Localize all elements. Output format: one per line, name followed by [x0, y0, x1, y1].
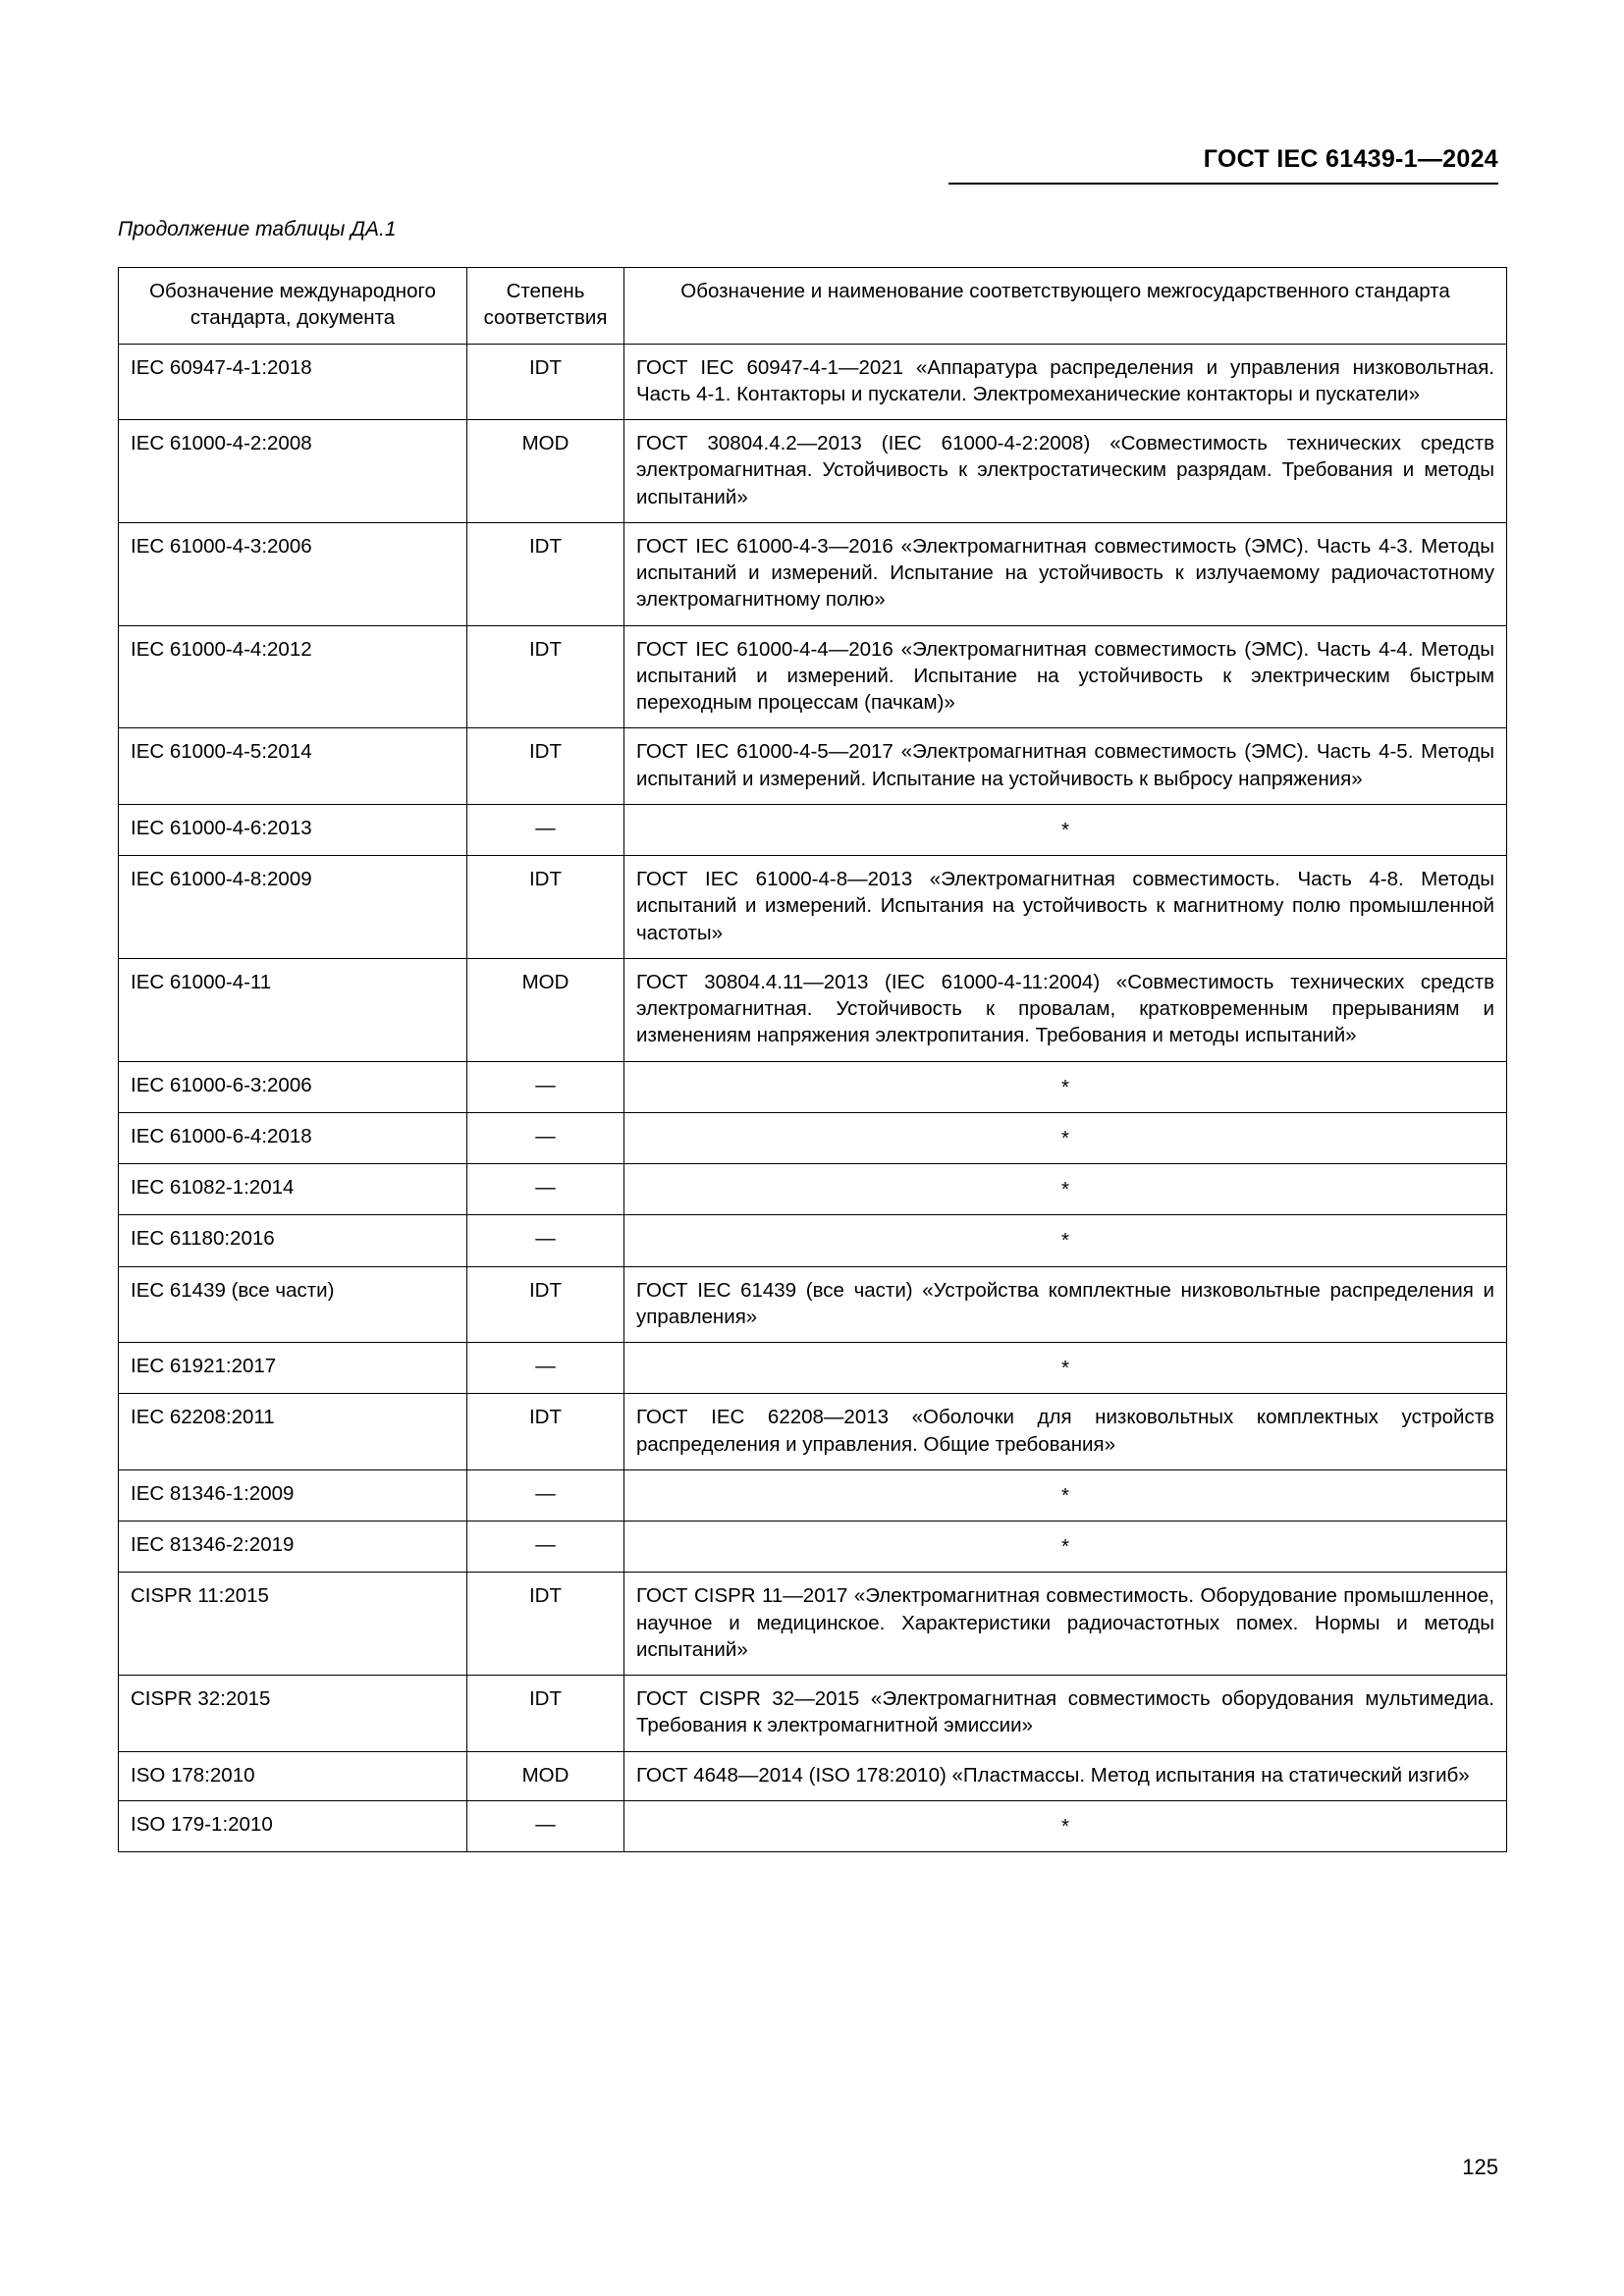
- cell-national: ГОСТ IEC 61000-4-3—2016 «Электромагнитная совместимость (ЭМС). Часть 4-3. Методы испытаний и измерений. Испытание на устойчивость к излучаемому радиочастотному электромагнитному полю»: [624, 522, 1507, 625]
- table-row: [119, 1164, 1507, 1215]
- cell-conformity: MOD: [467, 420, 624, 523]
- cell-standard: ISO 178:2010: [119, 1751, 467, 1800]
- cell-national: *: [624, 804, 1507, 855]
- cell-conformity: IDT: [467, 728, 624, 805]
- cell-conformity: —: [467, 1522, 624, 1573]
- cell-national: ГОСТ IEC 61000-4-4—2016 «Электромагнитная совместимость (ЭМС). Часть 4-4. Методы испытаний и измерений. Испытание на устойчивость к электрическим быстрым переходным процессам (пачкам)»: [624, 625, 1507, 728]
- cell-standard: IEC 61000-4-3:2006: [119, 522, 467, 625]
- page-header-standard: ГОСТ IEC 61439-1—2024: [1203, 145, 1498, 173]
- cell-standard: IEC 61000-4-4:2012: [119, 625, 467, 728]
- column-header-national: Обозначение и наименование соответствующего межгосударственного стандарта: [624, 268, 1507, 345]
- cell-conformity: —: [467, 804, 624, 855]
- table-row: [119, 856, 1507, 959]
- cell-national: *: [624, 1343, 1507, 1394]
- table-row: [119, 1573, 1507, 1676]
- cell-national: ГОСТ CISPR 32—2015 «Электромагнитная совместимость оборудования мультимедиа. Требования к электромагнитной эмиссии»: [624, 1676, 1507, 1752]
- table-caption: Продолжение таблицы ДА.1: [118, 218, 397, 240]
- table-row: [119, 1266, 1507, 1343]
- column-header-conformity: Степень соответствия: [467, 268, 624, 345]
- table-row: [119, 1343, 1507, 1394]
- cell-conformity: —: [467, 1061, 624, 1112]
- cell-conformity: MOD: [467, 958, 624, 1061]
- cell-conformity: MOD: [467, 1751, 624, 1800]
- cell-national: ГОСТ CISPR 11—2017 «Электромагнитная совместимость. Оборудование промышленное, научное и медицинское. Характеристики радиочастотных помех. Нормы и методы испытаний»: [624, 1573, 1507, 1676]
- cell-standard: IEC 81346-1:2009: [119, 1469, 467, 1521]
- cell-standard: IEC 61000-4-11: [119, 958, 467, 1061]
- cell-conformity: —: [467, 1343, 624, 1394]
- cell-standard: IEC 61082-1:2014: [119, 1164, 467, 1215]
- cell-conformity: IDT: [467, 344, 624, 420]
- cell-conformity: —: [467, 1112, 624, 1163]
- cell-conformity: IDT: [467, 1573, 624, 1676]
- table-row: [119, 1061, 1507, 1112]
- cell-national: ГОСТ 30804.4.2—2013 (IEC 61000-4-2:2008) «Совместимость технических средств электромагнитная. Устойчивость к электростатическим разрядам. Требования и методы испытаний»: [624, 420, 1507, 523]
- cell-conformity: —: [467, 1469, 624, 1521]
- cell-national: *: [624, 1469, 1507, 1521]
- table-header-row: [119, 268, 1507, 345]
- cell-standard: IEC 61000-4-5:2014: [119, 728, 467, 805]
- cell-conformity: —: [467, 1800, 624, 1851]
- table-row: [119, 625, 1507, 728]
- table-row: [119, 1469, 1507, 1521]
- cell-conformity: IDT: [467, 856, 624, 959]
- cell-national: ГОСТ 30804.4.11—2013 (IEC 61000-4-11:2004) «Совместимость технических средств электромагнитная. Устойчивость к провалам, кратковременным прерываниям и изменениям напряжения электропитания. Требования и методы испытаний»: [624, 958, 1507, 1061]
- table-row: [119, 804, 1507, 855]
- cell-national: ГОСТ IEC 61000-4-5—2017 «Электромагнитная совместимость (ЭМС). Часть 4-5. Методы испытаний и измерений. Испытание на устойчивость к выбросу напряжения»: [624, 728, 1507, 805]
- cell-standard: ISO 179-1:2010: [119, 1800, 467, 1851]
- cell-national: ГОСТ IEC 61439 (все части) «Устройства комплектные низковольтные распределения и управления»: [624, 1266, 1507, 1343]
- table-row: [119, 728, 1507, 805]
- cell-conformity: IDT: [467, 1676, 624, 1752]
- cell-national: *: [624, 1061, 1507, 1112]
- cell-conformity: —: [467, 1215, 624, 1266]
- column-header-standard: Обозначение международного стандарта, документа: [119, 268, 467, 345]
- cell-conformity: IDT: [467, 625, 624, 728]
- table-row: [119, 1751, 1507, 1800]
- cell-standard: IEC 61000-6-3:2006: [119, 1061, 467, 1112]
- table-row: [119, 1676, 1507, 1752]
- table-row: [119, 1800, 1507, 1851]
- correspondence-table: [118, 267, 1507, 1852]
- table-row: [119, 1522, 1507, 1573]
- cell-national: *: [624, 1164, 1507, 1215]
- cell-conformity: —: [467, 1164, 624, 1215]
- page-number: 125: [1462, 2155, 1498, 2179]
- table-row: [119, 1215, 1507, 1266]
- cell-standard: IEC 61180:2016: [119, 1215, 467, 1266]
- cell-national: ГОСТ IEC 61000-4-8—2013 «Электромагнитная совместимость. Часть 4-8. Методы испытаний и измерений. Испытания на устойчивость к магнитному полю промышленной частоты»: [624, 856, 1507, 959]
- cell-standard: IEC 61000-4-2:2008: [119, 420, 467, 523]
- table-row: [119, 420, 1507, 523]
- cell-standard: IEC 61000-4-6:2013: [119, 804, 467, 855]
- cell-national: *: [624, 1522, 1507, 1573]
- cell-standard: IEC 81346-2:2019: [119, 1522, 467, 1573]
- table-row: [119, 522, 1507, 625]
- cell-national: ГОСТ 4648—2014 (ISO 178:2010) «Пластмассы. Метод испытания на статический изгиб»: [624, 1751, 1507, 1800]
- table-row: [119, 1112, 1507, 1163]
- cell-standard: IEC 61000-6-4:2018: [119, 1112, 467, 1163]
- cell-standard: IEC 61439 (все части): [119, 1266, 467, 1343]
- table-row: [119, 958, 1507, 1061]
- cell-standard: CISPR 32:2015: [119, 1676, 467, 1752]
- cell-conformity: IDT: [467, 522, 624, 625]
- cell-national: *: [624, 1215, 1507, 1266]
- cell-conformity: IDT: [467, 1266, 624, 1343]
- table-row: [119, 1394, 1507, 1470]
- cell-national: ГОСТ IEC 62208—2013 «Оболочки для низковольтных комплектных устройств распределения и управления. Общие требования»: [624, 1394, 1507, 1470]
- table-body: [119, 344, 1507, 1852]
- cell-standard: IEC 62208:2011: [119, 1394, 467, 1470]
- header-rule: [948, 183, 1498, 185]
- cell-conformity: IDT: [467, 1394, 624, 1470]
- cell-national: *: [624, 1112, 1507, 1163]
- cell-standard: IEC 60947-4-1:2018: [119, 344, 467, 420]
- cell-standard: IEC 61921:2017: [119, 1343, 467, 1394]
- cell-standard: CISPR 11:2015: [119, 1573, 467, 1676]
- cell-national: ГОСТ IEC 60947-4-1—2021 «Аппаратура распределения и управления низковольтная. Часть 4-1. Контакторы и пускатели. Электромеханические контакторы и пускатели»: [624, 344, 1507, 420]
- cell-standard: IEC 61000-4-8:2009: [119, 856, 467, 959]
- table-row: [119, 344, 1507, 420]
- cell-national: *: [624, 1800, 1507, 1851]
- table-head: [119, 268, 1507, 345]
